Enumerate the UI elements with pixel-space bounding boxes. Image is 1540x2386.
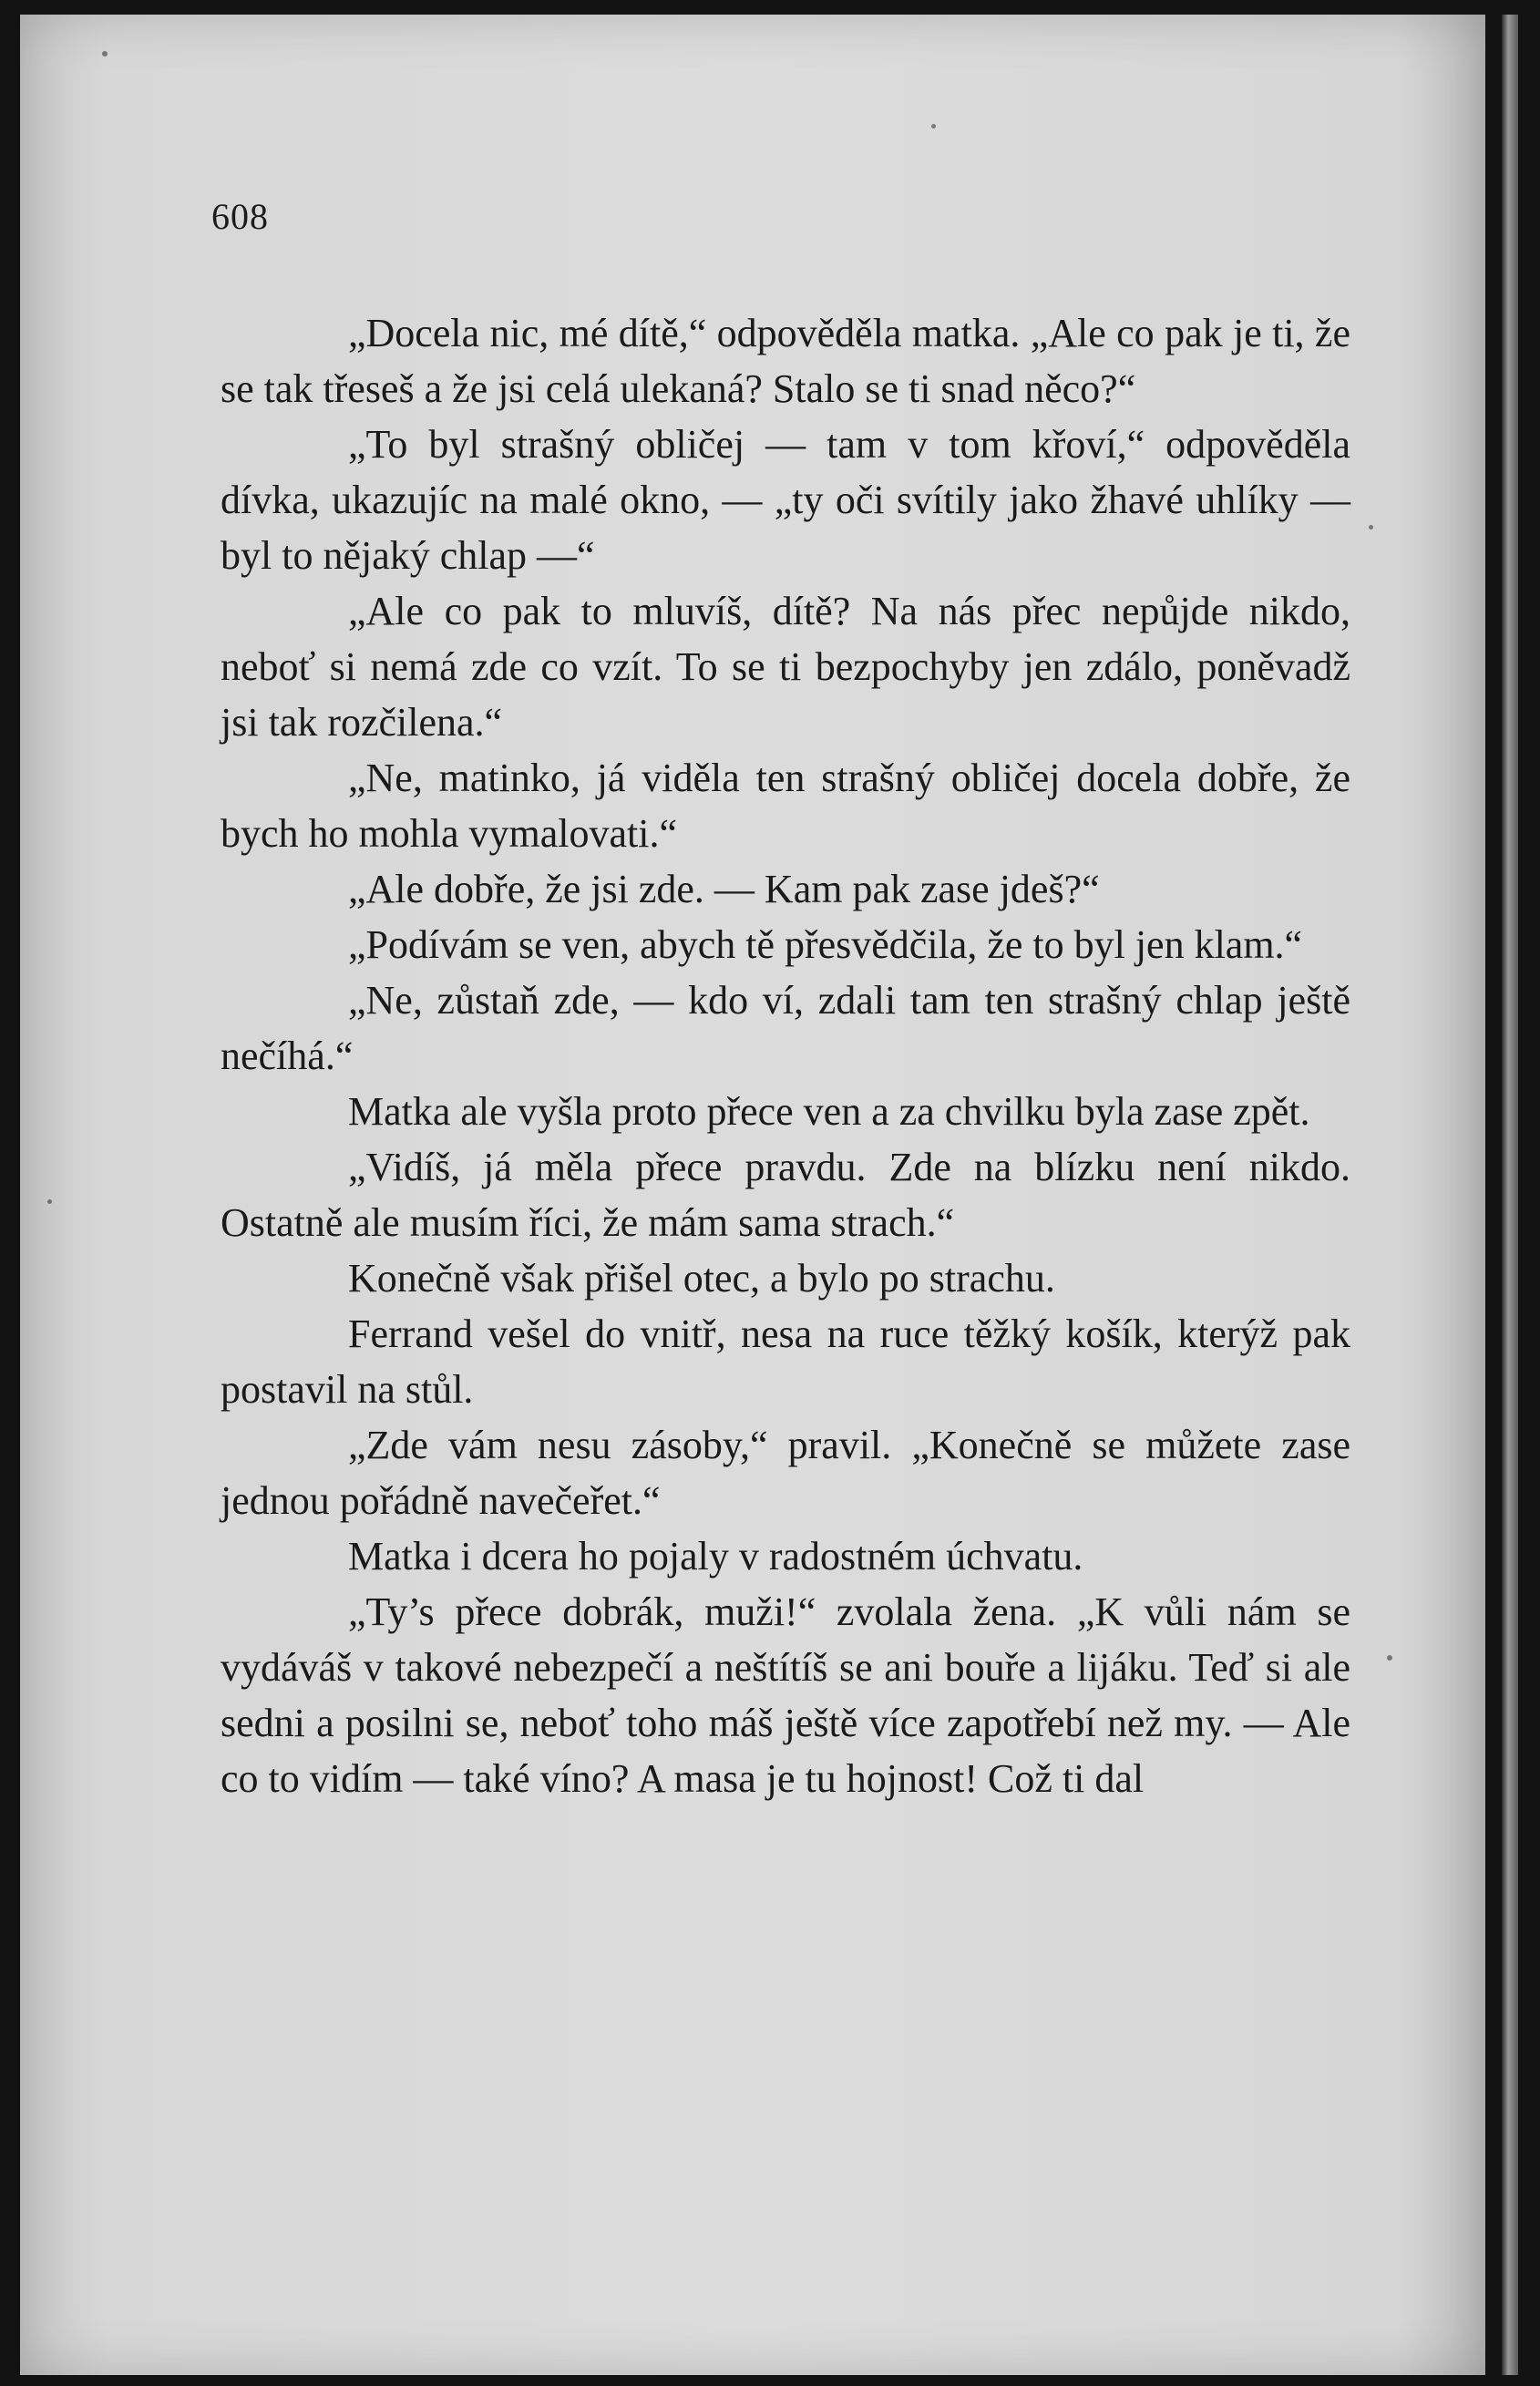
paragraph: „Ne, matinko, já viděla ten strašný obličej docela dobře, že bych ho mohla vymalovati.“ bbox=[221, 756, 1350, 856]
page-number: 608 bbox=[211, 196, 269, 237]
scan-speck bbox=[931, 124, 936, 129]
paragraph: Konečně však přišel otec, a bylo po strachu. bbox=[348, 1256, 1055, 1301]
paragraph: „Ale co pak to mluvíš, dítě? Na nás přec nepůjde nikdo, neboť si nemá zde co vzít. To se ti bezpochyby jen zdálo, poněvadž jsi tak rozčilena.“ bbox=[221, 589, 1350, 745]
paragraph: Matka ale vyšla proto přece ven a za chvilku byla zase zpět. bbox=[348, 1089, 1310, 1134]
scan-speck bbox=[1369, 525, 1373, 530]
paragraph: „Docela nic, mé dítě,“ odpověděla matka. „Ale co pak je ti, že se tak třeseš a že jsi celá ulekaná? Stalo se ti snad něco?“ bbox=[221, 311, 1350, 411]
paragraph: „Ne, zůstaň zde, — kdo ví, zdali tam ten strašný chlap ještě nečíhá.“ bbox=[221, 978, 1350, 1078]
paragraph: „Zde vám nesu zásoby,“ pravil. „Konečně se můžete zase jednou pořádně navečeřet.“ bbox=[221, 1423, 1350, 1523]
paragraph: „To byl strašný obličej — tam v tom křoví,“ odpověděla dívka, ukazujíc na malé okno, — „ty oči svítily jako žhavé uhlíky — byl to nějaký chlap —“ bbox=[221, 422, 1350, 578]
scan-speck bbox=[47, 1199, 52, 1204]
paragraph: „Ty’s přece dobrák, muži!“ zvolala žena. „K vůli nám se vydáváš v takové nebezpečí a neštítíš se ani bouře a lijáku. Teď si ale sedni a posilni se, neboť toho máš ještě více zapotřebí než my. — Ale co to vidím — také víno? A masa je tu hojnost! Což ti dal bbox=[221, 1589, 1350, 1801]
scan-speck bbox=[1387, 1655, 1392, 1661]
paragraph: „Ale dobře, že jsi zde. — Kam pak zase jdeš?“ bbox=[348, 867, 1100, 911]
paragraph: Ferrand vešel do vnitř, nesa na ruce těžký košík, kterýž pak postavil na stůl. bbox=[221, 1311, 1350, 1412]
paragraph: „Podívám se ven, abych tě přesvědčila, že to byl jen klam.“ bbox=[348, 922, 1303, 967]
paragraph: „Vidíš, já měla přece pravdu. Zde na blízku není nikdo. Ostatně ale musím říci, že mám sama strach.“ bbox=[221, 1145, 1350, 1245]
body-text bbox=[221, 305, 1350, 1806]
paragraph: Matka i dcera ho pojaly v radostném úchvatu. bbox=[348, 1534, 1083, 1579]
page-edge bbox=[1502, 15, 1518, 2375]
scan-speck bbox=[102, 51, 108, 57]
